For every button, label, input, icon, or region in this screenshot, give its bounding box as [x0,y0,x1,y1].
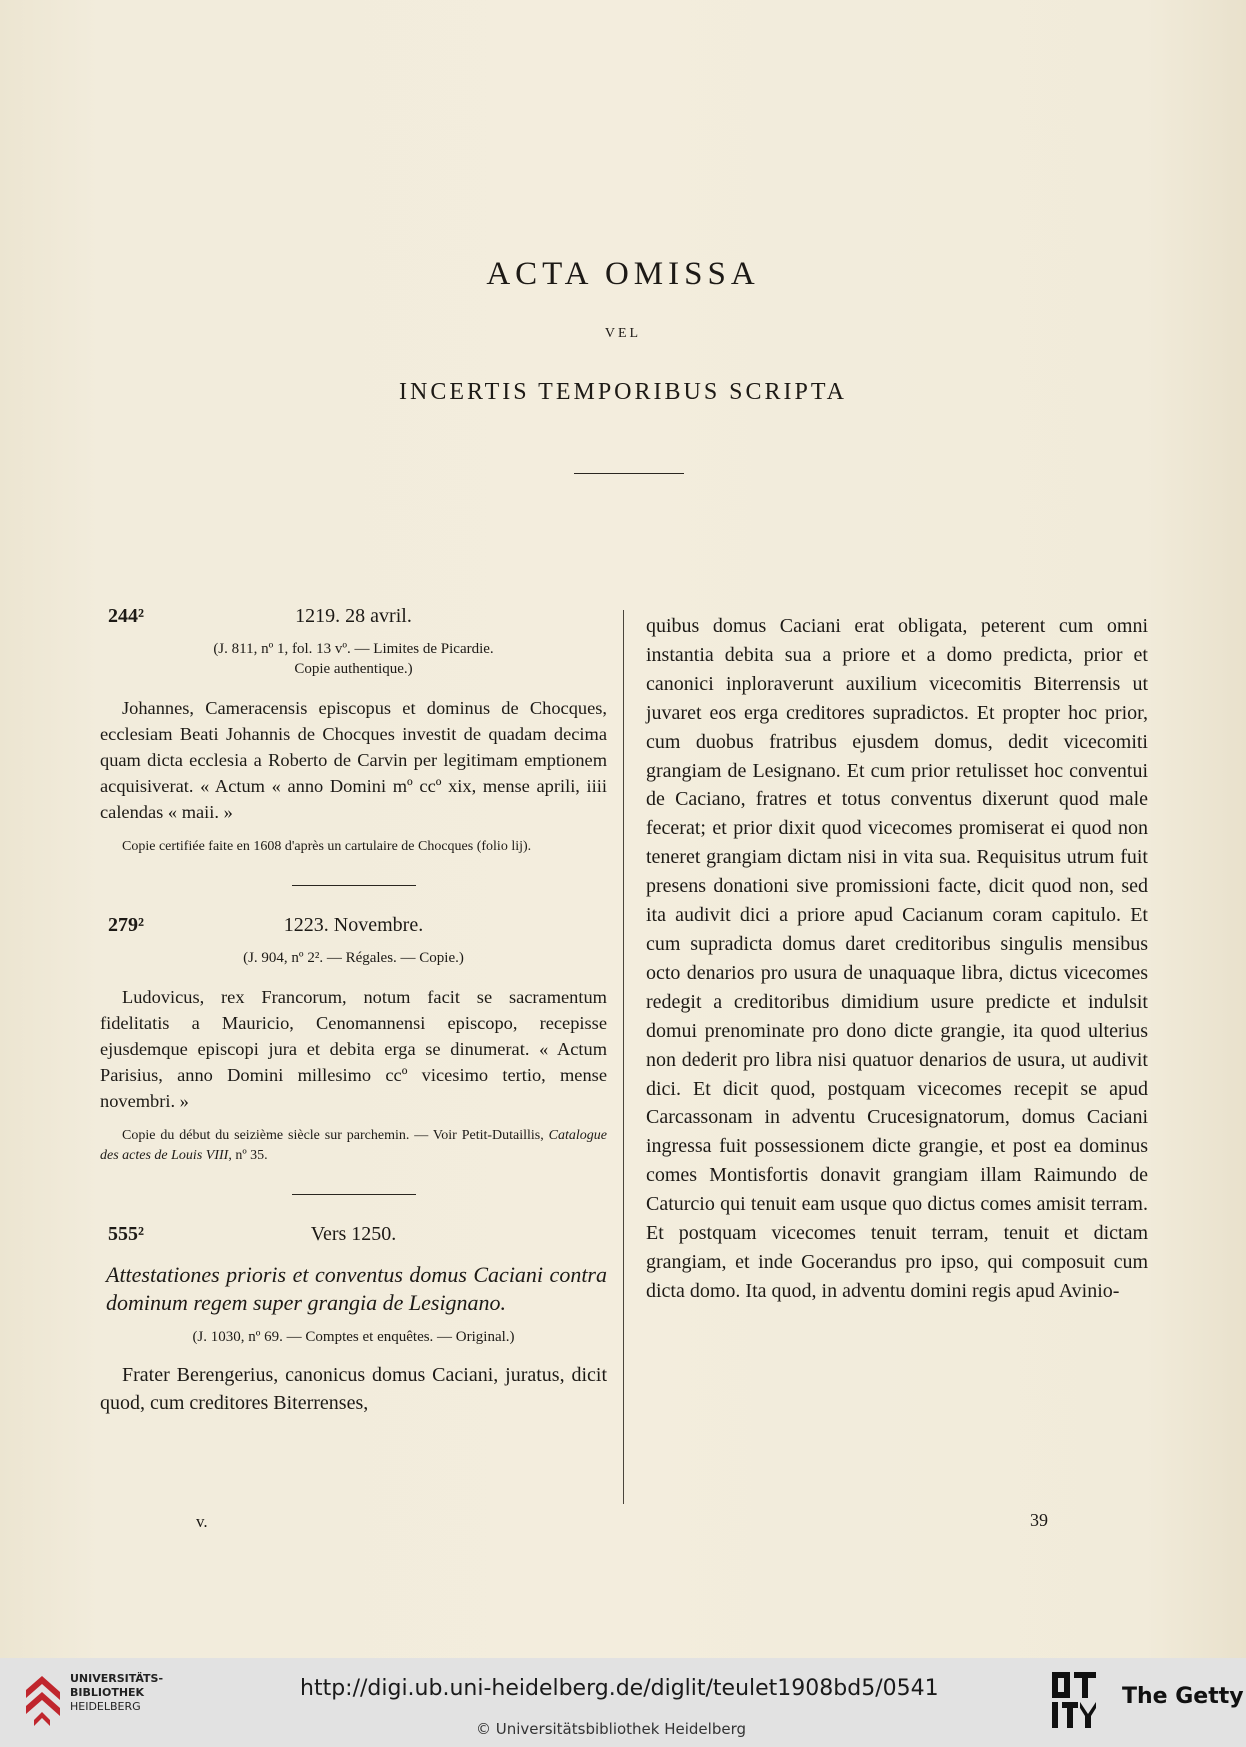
entry-279 [100,914,607,1195]
copyright-notice: © Universitätsbibliothek Heidelberg [476,1720,747,1738]
entry-555 [100,1223,607,1417]
entry-heading: Attestationes prioris et conventus domus Caciani contra dominum regem super grangia de Lesignano. [106,1262,607,1315]
permalink-url[interactable]: http://digi.ub.uni-heidelberg.de/diglit/teulet1908bd5/0541 [300,1676,939,1701]
entry-separator [292,885,416,886]
entry-source: (J. 904, nº 2². — Régales. — Copie.) [243,950,464,966]
volume-signature: v. [196,1512,208,1531]
entry-source: (J. 811, nº 1, fol. 13 vº. — Limites de Picardie. Copie authentique.) [213,641,494,677]
title-rule [574,473,684,474]
continued-text: quibus domus Caciani erat obligata, peterent cum omni instantia debita sua a priore et a domo predicta, prior et canonici inploraverunt auxilium vicecomitis Biterrensis ut juvaret eos erga creditores supradictos. Et propter hoc prior, cum duobus fratribus ejusdem domus, dedit vicecomiti grangiam de Lesignano. Et cum prior retulisset hoc conventui de Caciano, fratres et totus conventus dixerunt quod male fecerat; et prior dixit quod vicecomes promiserat ei quod non teneret grangiam dictam nisi in vita sua. Requisitus utrum fuit presens donationi sive promissioni facte, dicit quod non, sed ita audivit dici a priore apud Cacianum coram capitulo. Et cum supradicta domus daret creditoribus singulis mensibus octo denarios pro usura de unaquaque libra, dictus vicecomes redegit a creditoribus dimidium usure predicte et indulsit domui prenominate pro dono dicte grangie, ita quod ulterius non dederit pro libra nisi quatuor denarios de usura, ut audivit dici. Et dicit quod, postquam vicecomes recepit se apud Carcassonam in adventu Crucesignatorum, domus Caciani ingressa fuit possessionem dicte grangie, et post ea dominus comes Montisfortis donavit grangiam illam Raimundo de Caturcio qui tenuit eam usque quo dictus comes amisit terram. Et postquam vicecomes tenuit terram, tenuit et dictam grangiam, et inde Gocerandus pro ipso, qui composuit cum dicta domo. Ita quod, in adventu domini regis apud Avinio- [646,615,1148,1302]
page-subtitle: INCERTIS TEMPORIBUS SCRIPTA [399,379,847,405]
entry-number: 555² [108,1223,144,1245]
entry-date: 1219. 28 avril. [295,605,412,627]
entry-separator [292,1194,416,1195]
library-name: UNIVERSITÄTS- BIBLIOTHEK HEIDELBERG [70,1672,164,1713]
getty-logo-icon [1050,1670,1098,1730]
entry-number: 244² [108,605,144,627]
entry-body: Johannes, Cameracensis episcopus et dominus de Chocques, ecclesiam Beati Johannis de Chocques investit de quadam decima quam dicta ecclesia a Roberto de Carvin per legitimam emptionem acquisiverat. « Actum « anno Domini mº ccº xix, mense aprili, iiii calendas « maii. » [100,698,607,822]
entry-number: 279² [108,914,144,936]
entry-244 [100,605,607,886]
right-column [646,612,1148,1306]
entry-note: Copie certifiée faite en 1608 d'après un cartulaire de Chocques (folio lij). [122,839,532,854]
entry-source: (J. 1030, nº 69. — Comptes et enquêtes. — Original.) [192,1329,515,1345]
title-connector: VEL [604,326,642,341]
entry-body: Ludovicus, rex Francorum, notum facit se sacramentum fidelitatis a Mauricio, Cenomannensi episcopo, recepisse ejusdemque episcopi jura et debita erga se dinumerat. « Actum Parisius, anno Domini millesimo ccº vicesimo tertio, mense novembri. » [100,987,607,1111]
column-divider [623,610,624,1504]
entry-date: Vers 1250. [310,1223,397,1245]
page-title: ACTA OMISSA [486,256,760,292]
page-number: 39 [1030,1510,1048,1530]
entry-note: Copie du début du seizième siècle sur parchemin. — Voir Petit-Dutaillis, Catalogue des actes de Louis VIII, nº 35. [100,1128,607,1163]
left-column [100,605,607,1417]
viewer-footer-bar [0,1658,1246,1747]
university-library-logo-icon [20,1672,64,1728]
getty-label: The Getty [1122,1684,1244,1709]
entry-body: Frater Berengerius, canonicus domus Caciani, juratus, dicit quod, cum creditores Biterrenses, [100,1364,607,1414]
entry-date: 1223. Novembre. [283,914,424,936]
